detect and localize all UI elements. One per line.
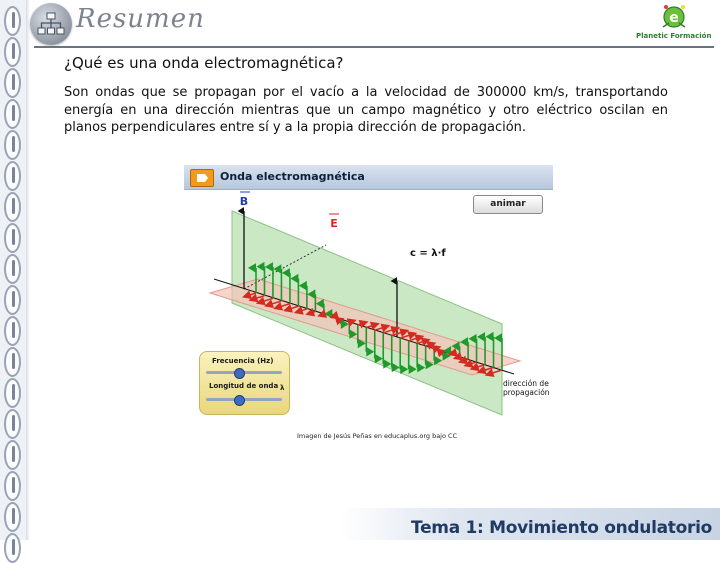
spiral-ring: [4, 192, 21, 222]
wavelength-symbol: λ: [280, 384, 284, 392]
svg-text:e: e: [669, 10, 679, 26]
spiral-ring: [4, 68, 21, 98]
spiral-ring: [4, 533, 21, 563]
electric-vector: [443, 351, 445, 352]
direction-label-2: propagación: [503, 388, 550, 397]
spiral-ring: [4, 285, 21, 315]
controls-panel: [199, 351, 290, 415]
spiral-ring: [4, 254, 21, 284]
figure-title: Onda electromagnética: [220, 170, 365, 183]
figure-title-bar: [184, 165, 553, 190]
spiral-ring: [4, 130, 21, 160]
wavelength-slider-knob[interactable]: [234, 395, 245, 406]
header-divider: [34, 46, 714, 48]
spiral-ring: [4, 37, 21, 67]
spiral-ring: [4, 471, 21, 501]
spiral-ring: [4, 223, 21, 253]
label-b: B: [240, 195, 248, 208]
spiral-ring: [4, 161, 21, 191]
question-heading: ¿Qué es una onda electromagnética?: [64, 54, 344, 72]
logo-text: Planetic Formación: [636, 32, 711, 40]
page-edge: [26, 0, 30, 540]
definition-paragraph: Son ondas que se propagan por el vacío a la velocidad de 300000 km/s, transportando energía en una dirección mientras que un campo magnético y otro eléctrico oscilan en planos perpendiculares entre sí y a la propia dirección de propagación.: [64, 84, 668, 137]
green-e-mascot-icon: [636, 3, 714, 33]
page-title: Resumen: [76, 4, 205, 34]
spiral-ring: [4, 6, 21, 36]
applet-icon: [190, 169, 214, 187]
spiral-ring: [4, 347, 21, 377]
direction-label-1: dirección de: [503, 379, 549, 388]
wavelength-slider[interactable]: [206, 398, 282, 401]
electric-vector: [341, 319, 343, 320]
frequency-label: Frecuencia (Hz): [212, 357, 273, 365]
sitemap-icon: [30, 3, 72, 45]
frequency-slider-knob[interactable]: [234, 368, 245, 379]
spiral-ring: [4, 409, 21, 439]
spiral-ring: [4, 316, 21, 346]
frequency-slider[interactable]: [206, 371, 282, 374]
notebook-spiral: [0, 0, 27, 540]
em-wave-figure: [184, 165, 553, 424]
image-credit: Imagen de Jesús Peñas en educaplus.org bajo CC: [297, 432, 457, 440]
brand-logo: [636, 3, 714, 43]
label-e: E: [330, 217, 338, 230]
wavelength-label: Longitud de onda: [209, 382, 278, 390]
spiral-ring: [4, 502, 21, 532]
animate-button[interactable]: animar: [473, 195, 543, 214]
spiral-ring: [4, 440, 21, 470]
formula-label: c = λ·f: [410, 248, 446, 259]
spiral-ring: [4, 99, 21, 129]
spiral-ring: [4, 378, 21, 408]
footer-title: Tema 1: Movimiento ondulatorio: [411, 518, 712, 538]
